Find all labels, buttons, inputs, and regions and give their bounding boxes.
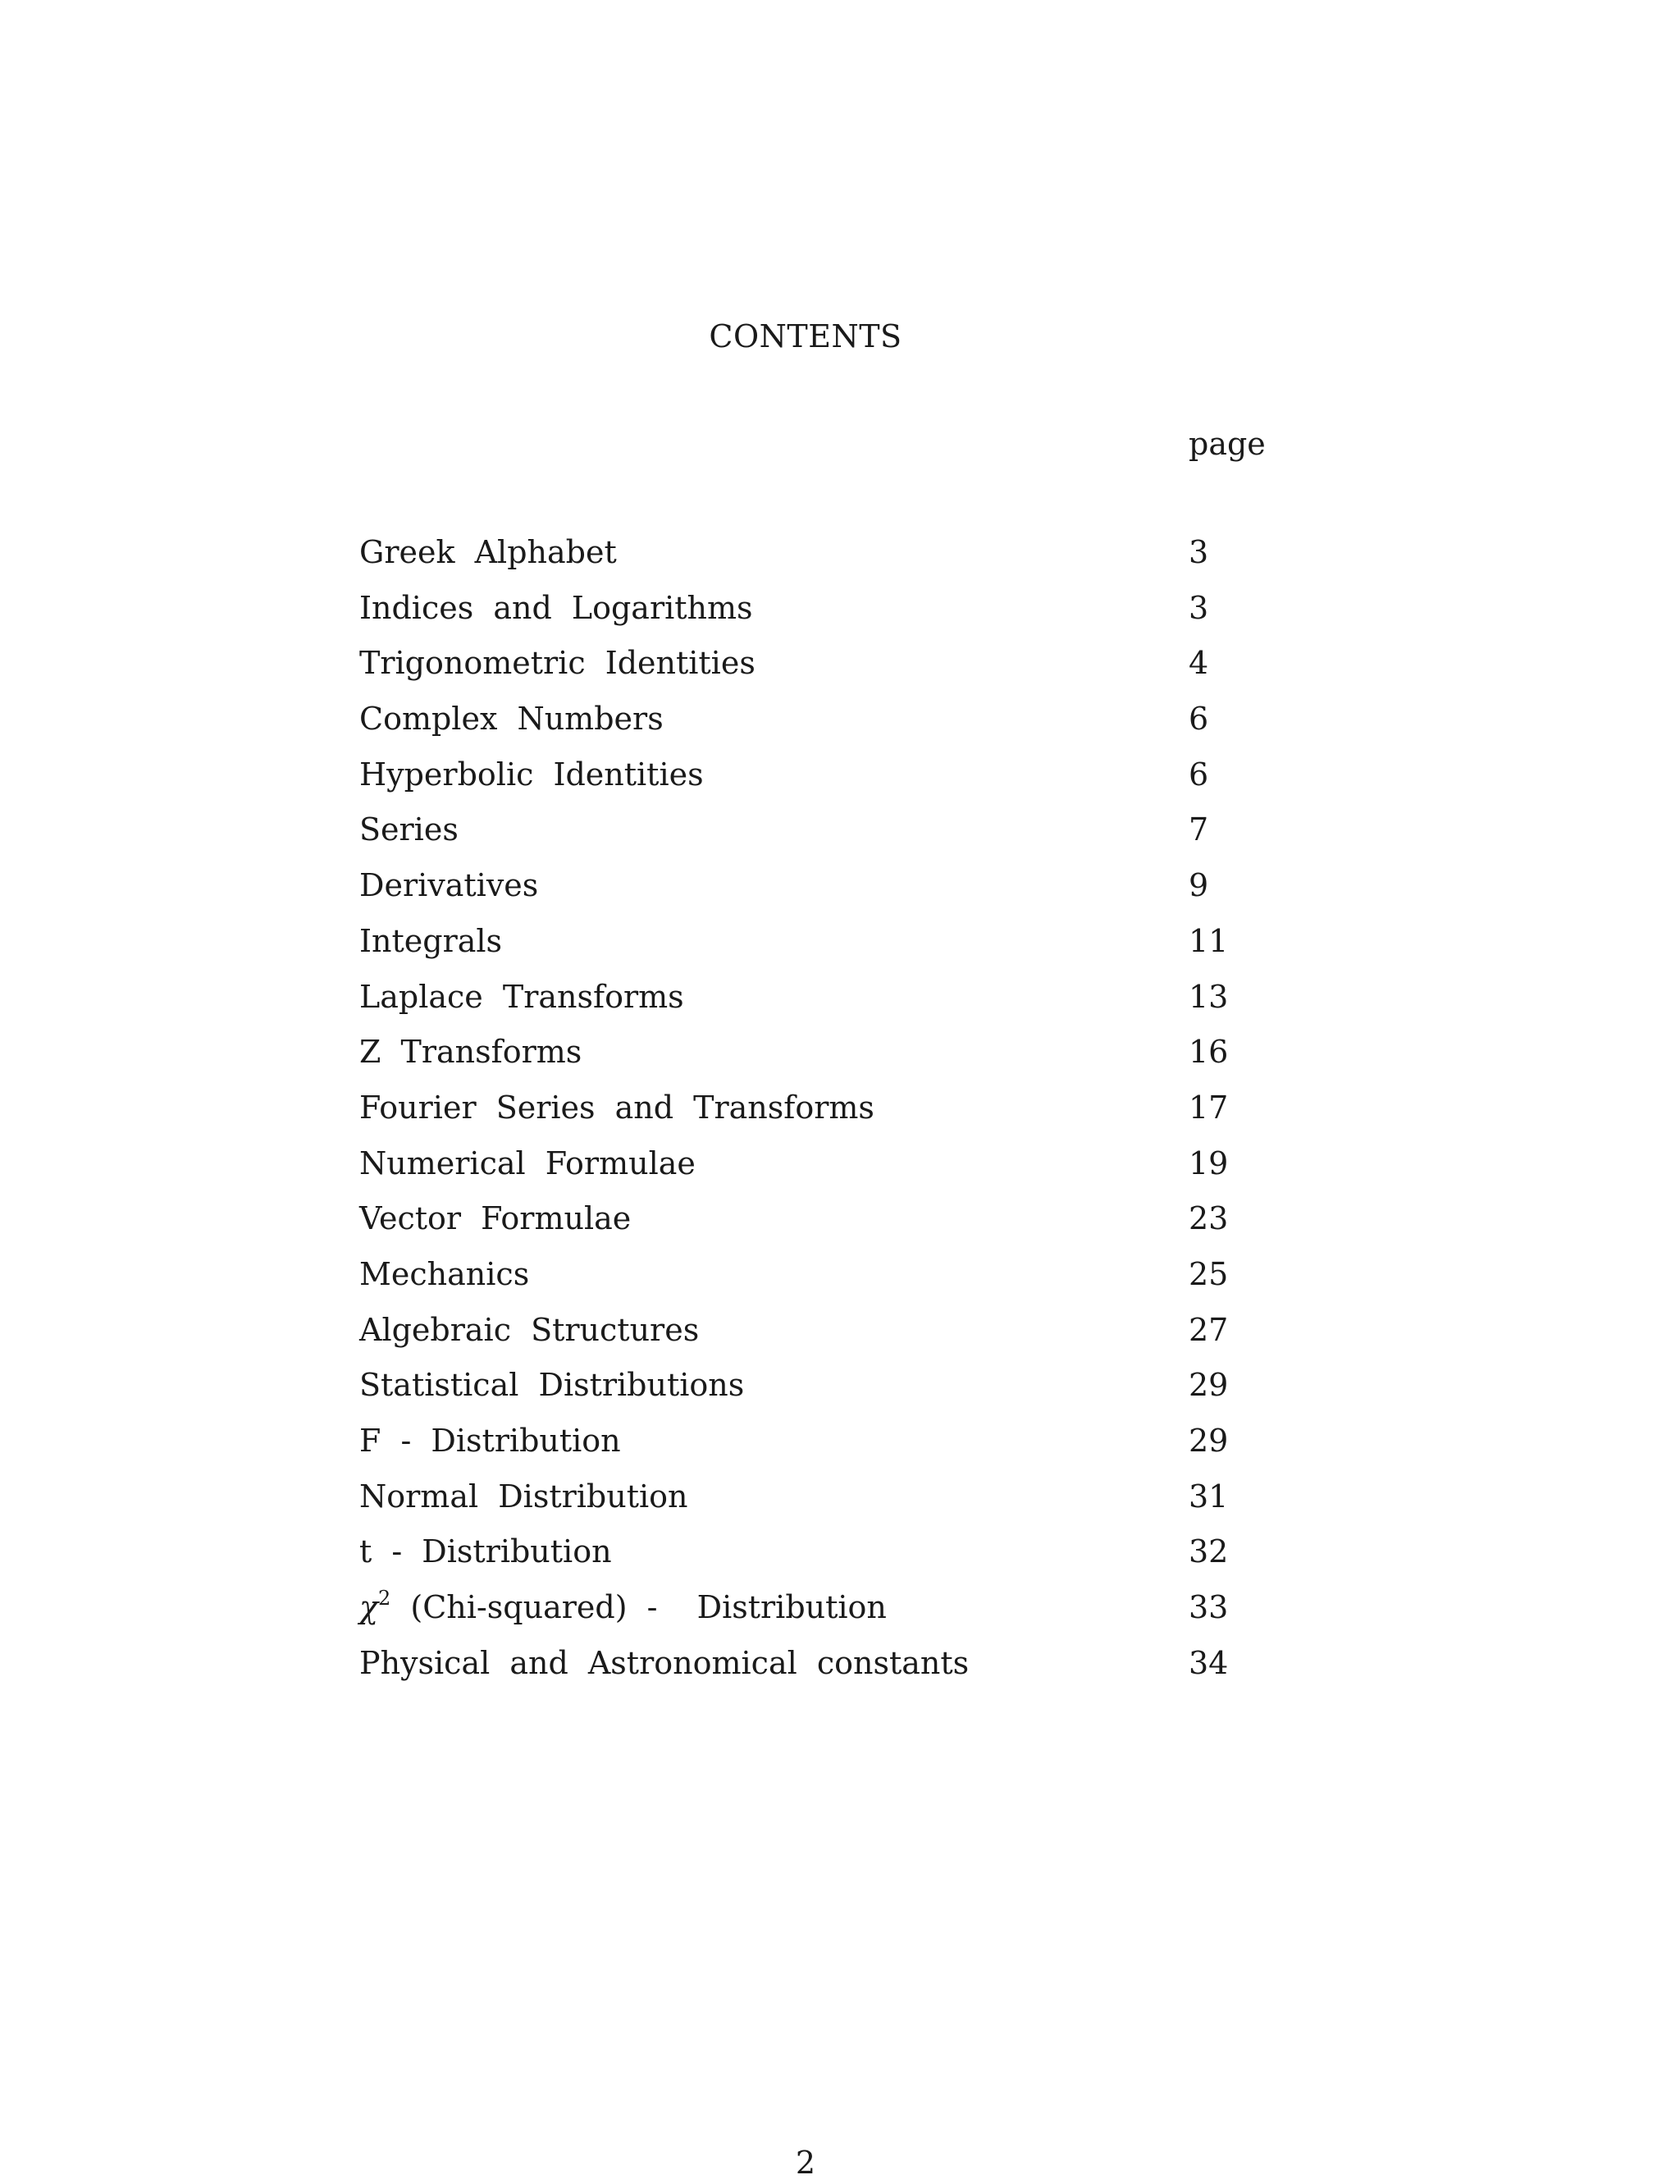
toc-entry-hyperbolic-identities: [359, 753, 1344, 809]
toc-entry-vector-formulae: [359, 1197, 1344, 1253]
toc-entry-page: 7: [1189, 811, 1209, 848]
toc-entry-algebraic-structures: [359, 1309, 1344, 1364]
toc-entry-page: 9: [1189, 867, 1209, 904]
toc-entry-title: Vector Formulae: [359, 1200, 632, 1237]
toc-entry-greek-alphabet: [359, 531, 1344, 587]
page-column-header: page: [1189, 426, 1266, 462]
toc-entry-z-transforms: [359, 1030, 1344, 1086]
toc-entry-title: Physical and Astronomical constants: [359, 1644, 970, 1681]
toc-entry-title: Series: [359, 811, 459, 848]
toc-entry-title: Complex Numbers: [359, 701, 664, 738]
toc-entry-title: Laplace Transforms: [359, 978, 684, 1015]
toc-entry-title: Normal Distribution: [359, 1478, 688, 1515]
toc-entry-title: Integrals: [359, 922, 503, 959]
toc-entry-chi-squared-distribution: [359, 1586, 1344, 1642]
toc-entry-page: 33: [1189, 1589, 1229, 1626]
toc-entry-title: Algebraic Structures: [359, 1311, 700, 1348]
toc-entry-page: 23: [1189, 1200, 1229, 1237]
toc-entry-laplace-transforms: [359, 975, 1344, 1031]
toc-entry-title: [359, 1586, 887, 1629]
toc-entry-indices-and-logarithms: [359, 587, 1344, 642]
toc-entry-page: 16: [1189, 1034, 1229, 1071]
chi-symbol: χ: [359, 1589, 379, 1626]
toc-entry-page: 29: [1189, 1367, 1229, 1404]
toc-entry-title: Numerical Formulae: [359, 1145, 696, 1181]
toc-entry-numerical-formulae: [359, 1142, 1344, 1198]
toc-entry-complex-numbers: [359, 697, 1344, 753]
toc-entry-page: 32: [1189, 1533, 1229, 1570]
toc-entry-title: F - Distribution: [359, 1423, 621, 1459]
toc-entry-trigonometric-identities: [359, 642, 1344, 697]
toc-entry-title: Fourier Series and Transforms: [359, 1089, 874, 1126]
chi-superscript: 2: [378, 1587, 391, 1611]
toc-entry-series: [359, 808, 1344, 864]
toc-entry-title: Derivatives: [359, 867, 539, 904]
toc-entry-page: 6: [1189, 701, 1209, 738]
toc-entry-page: 17: [1189, 1089, 1229, 1126]
toc-entry-integrals: [359, 920, 1344, 975]
toc-entry-page: 31: [1189, 1478, 1229, 1515]
toc-entry-f-distribution: [359, 1419, 1344, 1475]
toc-entry-page: 3: [1189, 589, 1209, 626]
toc-entry-page: 4: [1189, 645, 1209, 682]
toc-entry-title: Greek Alphabet: [359, 534, 617, 570]
toc-entry-page: 27: [1189, 1311, 1229, 1348]
toc-entry-title-text: (Chi-squared) - Distribution: [410, 1589, 887, 1626]
toc-entry-title: Indices and Logarithms: [359, 589, 753, 626]
toc-entry-title: Statistical Distributions: [359, 1367, 745, 1404]
toc-entry-mechanics: [359, 1253, 1344, 1309]
toc-entry-page: 3: [1189, 534, 1209, 570]
toc-entry-page: 13: [1189, 978, 1229, 1015]
toc-entry-normal-distribution: [359, 1475, 1344, 1531]
table-of-contents: [359, 531, 1344, 1697]
toc-entry-statistical-distributions: [359, 1364, 1344, 1419]
toc-entry-page: 34: [1189, 1644, 1229, 1681]
toc-entry-title: Hyperbolic Identities: [359, 756, 704, 793]
toc-entry-fourier-series-and-transforms: [359, 1086, 1344, 1142]
toc-entry-t-distribution: [359, 1530, 1344, 1586]
page-title: CONTENTS: [709, 318, 902, 354]
toc-entry-title: Trigonometric Identities: [359, 645, 756, 682]
toc-entry-title: t - Distribution: [359, 1533, 612, 1570]
toc-entry-page: 25: [1189, 1255, 1229, 1292]
toc-entry-derivatives: [359, 864, 1344, 920]
toc-entry-title: Mechanics: [359, 1255, 530, 1292]
toc-entry-title: Z Transforms: [359, 1034, 582, 1071]
toc-entry-page: 6: [1189, 756, 1209, 793]
page-number: 2: [795, 2145, 816, 2181]
toc-entry-page: 19: [1189, 1145, 1229, 1181]
toc-entry-page: 29: [1189, 1423, 1229, 1459]
toc-entry-physical-and-astronomical-constants: [359, 1642, 1344, 1697]
toc-entry-page: 11: [1189, 922, 1229, 959]
